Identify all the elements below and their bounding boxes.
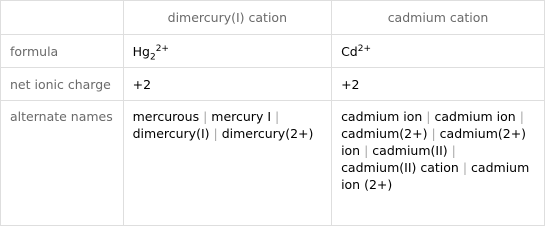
- alternate-name-item: cadmium ion (2+): [341, 160, 530, 192]
- net-ionic-charge-dimercury: +2: [123, 68, 331, 101]
- alternate-name-item: cadmium ion: [341, 109, 423, 124]
- alternate-names-label: alternate names: [1, 101, 124, 226]
- header-dimercury-cation: dimercury(I) cation: [123, 1, 331, 35]
- header-cadmium-cation: cadmium cation: [332, 1, 545, 35]
- separator: |: [426, 109, 431, 124]
- alternate-name-item: mercury I: [211, 109, 272, 124]
- formula-dimercury-cell: [123, 35, 331, 68]
- alternate-name-item: cadmium ion: [434, 109, 516, 124]
- separator: |: [462, 160, 468, 175]
- formula-cadmium-superscript: 2+: [357, 43, 372, 54]
- formula-dimercury-base: Hg: [132, 43, 150, 59]
- formula-dimercury-superscript: 2+: [155, 43, 169, 54]
- separator: |: [275, 109, 280, 124]
- formula-dimercury-subscript: 2: [149, 52, 156, 62]
- header-corner-cell: [1, 1, 124, 35]
- alternate-name-item: cadmium(II) cation: [341, 160, 459, 175]
- alternate-name-item: dimercury(I): [132, 126, 210, 141]
- alternate-names-dimercury: [123, 101, 331, 226]
- formula-cadmium-cell: [332, 35, 545, 68]
- net-ionic-charge-row: [1, 68, 545, 101]
- header-row: [1, 1, 545, 35]
- alternate-names-row: [1, 101, 545, 226]
- alternate-name-item: dimercury(2+): [221, 126, 314, 141]
- net-ionic-charge-label: net ionic charge: [1, 68, 124, 101]
- separator: |: [203, 109, 208, 124]
- net-ionic-charge-cadmium: +2: [332, 68, 545, 101]
- alternate-name-item: cadmium(2+) ion: [341, 126, 527, 158]
- separator: |: [519, 109, 524, 124]
- formula-row: [1, 35, 545, 68]
- separator: |: [364, 143, 369, 158]
- separator: |: [451, 143, 456, 158]
- alternate-name-item: mercurous: [132, 109, 200, 124]
- separator: |: [213, 126, 218, 141]
- formula-cadmium-base: Cd: [341, 43, 358, 59]
- alternate-name-item: cadmium(2+): [341, 126, 428, 141]
- alternate-name-item: cadmium(II): [372, 143, 448, 158]
- formula-label: formula: [1, 35, 124, 68]
- separator: |: [431, 126, 436, 141]
- alternate-names-cadmium: [332, 101, 545, 226]
